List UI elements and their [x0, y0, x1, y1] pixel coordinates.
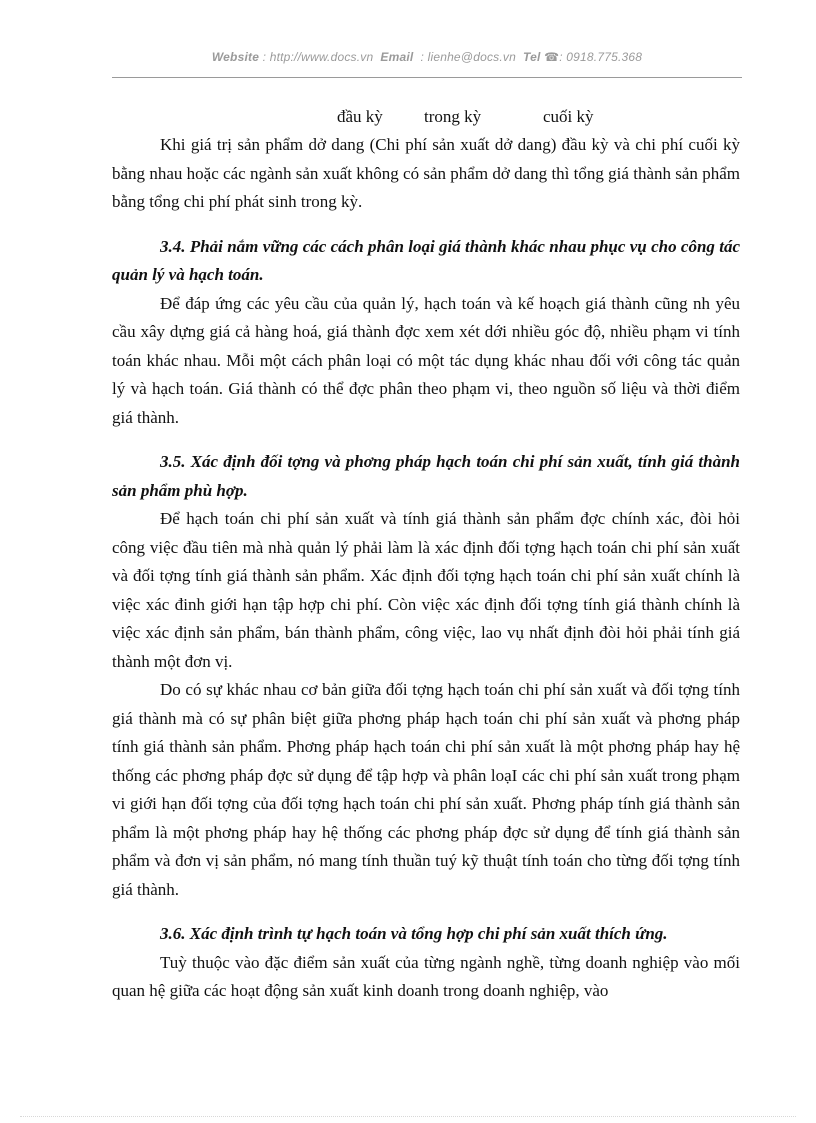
website-value: : http://www.docs.vn — [262, 50, 374, 64]
heading-3-4: 3.4. Phải nắm vững các cách phân loại giá thành khác nhau phục vụ cho công tác quản lý và hạch toán. — [112, 236, 740, 284]
header-divider — [112, 77, 742, 78]
formula-terms — [112, 103, 740, 131]
term-dau-ky: đầu kỳ — [337, 107, 383, 126]
paragraph-3: Để hạch toán chi phí sản xuất và tính giá thành sản phẩm đợc chính xác, đòi hỏi công việc đầu tiên mà nhà quản lý phải làm là xác định đối tợng hạch toán chi phí sản xuất và đối tợng tính giá thành sản phẩm. Xác định đối tợng hạch toán chi phí sản xuất chính là việc xác đinh giới hạn tập hợp chi phí. Còn việc xác định đối tợng tính giá thành chính là việc xác định sản phẩm, bán thành phẩm, công việc, lao vụ nhất định đòi hỏi phải tính giá thành một đơn vị. — [112, 509, 740, 671]
paragraph-2: Để đáp ứng các yêu cầu của quản lý, hạch toán và kế hoạch giá thành cũng nh yêu cầu xây dựng giá cả hàng hoá, giá thành đợc xem xét dới nhiều góc độ, nhiều phạm vi tính toán khác nhau. Mỗi một cách phân loại có một tác dụng khác nhau đối với công tác quản lý và hạch toán. Giá thành có thể đợc phân theo phạm vi, theo nguồn số liệu và thời điểm giá thành. — [112, 293, 740, 427]
document-body — [112, 103, 740, 1006]
tel-value: : 0918.775.368 — [559, 50, 643, 64]
heading-3-5: 3.5. Xác định đối tợng và phơng pháp hạch toán chi phí sản xuất, tính giá thành sản phẩm phù hợp. — [112, 452, 740, 500]
phone-icon: ☎ — [544, 50, 560, 64]
term-cuoi-ky: cuối kỳ — [543, 107, 594, 126]
page-bottom-border — [20, 1116, 796, 1117]
term-trong-ky: trong kỳ — [424, 107, 482, 126]
tel-label: Tel — [523, 50, 541, 64]
page-header — [112, 50, 742, 64]
paragraph-5: Tuỳ thuộc vào đặc điểm sản xuất của từng ngành nghề, từng doanh nghiệp vào mối quan hệ giữa các hoạt động sản xuất kinh doanh trong doanh nghiệp, vào — [112, 952, 740, 1000]
email-value: : lienhe@docs.vn — [420, 50, 516, 64]
website-label: Website — [211, 50, 260, 64]
email-label: Email — [380, 50, 414, 64]
paragraph-4: Do có sự khác nhau cơ bản giữa đối tợng hạch toán chi phí sản xuất và đối tợng tính giá thành mà có sự phân biệt giữa phơng pháp hạch toán chi phí sản xuất và phơng pháp tính giá thành sản phẩm. Phơng pháp hạch toán chi phí sản xuất là một phơng pháp hay hệ thống các phơng pháp đợc sử dụng để tập hợp và phân loạI các chi phí sản xuất trong phạm vi giới hạn đối tợng của đối tợng hạch toán chi phí sản xuất. Phơng pháp tính giá thành sản phẩm là một phơng pháp hay hệ thống các phơng pháp đợc sử dụng để tính giá thành sản phẩm và đơn vị sản phẩm, nó mang tính thuần tuý kỹ thuật tính toán cho từng đối tợng tính giá thành. — [112, 680, 740, 899]
paragraph-1: Khi giá trị sản phẩm dở dang (Chi phí sản xuất dở dang) đầu kỳ và chi phí cuối kỳ bằng nhau hoặc các ngành sản xuất không có sản phẩm dở dang thì tổng giá thành sản phẩm bằng tổng chi phí phát sinh trong kỳ. — [112, 135, 740, 211]
heading-3-6: 3.6. Xác định trình tự hạch toán và tổng hợp chi phí sản xuất thích ứng. — [160, 924, 668, 943]
